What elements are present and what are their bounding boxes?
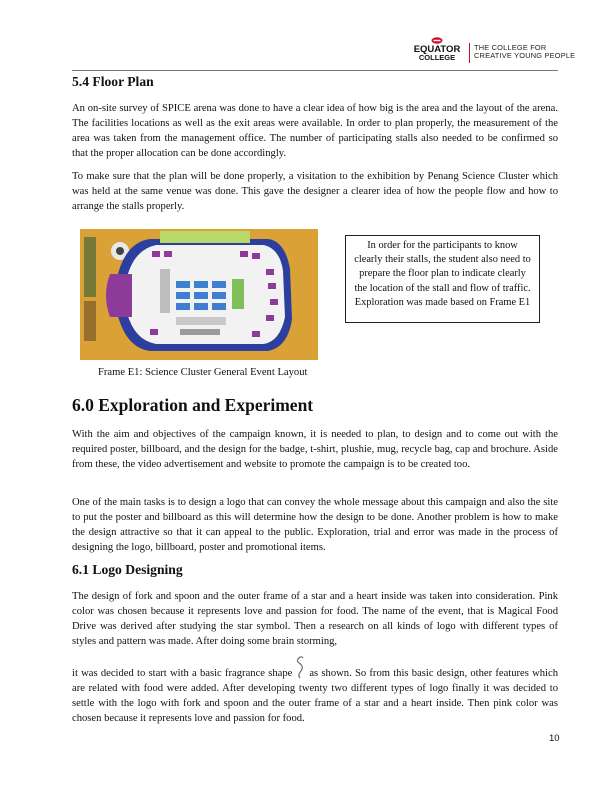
logo-tagline-line1: THE COLLEGE FOR [474,43,547,52]
logo-emblem-icon [431,37,443,44]
logo-sub-text: COLLEGE [418,53,456,62]
section-5-4-heading: 5.4 Floor Plan [72,74,154,89]
section-6-1-heading: 6.1 Logo Designing [72,562,183,577]
section-6-0-paragraph-2: One of the main tasks is to design a logo that can convey the whole message about this campaign and also the site to put the poster and billboard as this will determine how the design to be done. Another problem is how to make the design attractive so that it can appeal to the public. Exploration, trial and error was made in the process of designing the logo, billboard, poster and promotional items. [72,497,558,553]
section-6-0-paragraph-1: With the aim and objectives of the campaign known, it is needed to plan, to design and to come out with the required poster, billboard, and the design for the badge, t-shirt, plushie, mug, recycle bag, cap and brochure. Aside from these, the video advertisement and website to promote the campaign is to be created too. [72,429,558,470]
paragraph-2-lead: it was decided to start with a basic fragrance shape [72,668,293,679]
section-5-4-paragraph-2: To make sure that the plan will be done properly, a visitation to the exhibition by Penang Science Cluster which was held at the same venue was done. This gave the designer a clearer idea of how the people flow and how to arrange the stalls properly. [72,171,558,212]
section-6-1-paragraph-1: The design of fork and spoon and the outer frame of a star and a heart inside was taken into consideration. Pink color was chosen because it represents love and passion for food. The name of the event, that is Magical Food Drive was derived after studying the star symbol. Then a research on all kinds of logo with different types of styles and pattern was made. After doing some brain storming, [72,591,558,647]
logo-tagline-line2: CREATIVE YOUNG PEOPLE [474,51,576,60]
floor-plan-photo [80,229,318,360]
logo-main-text: EQUATOR [413,44,461,55]
figure-caption: Frame E1: Science Cluster General Event Layout [98,367,308,378]
section-6-1-paragraph-2 [72,655,558,726]
floor-plan-callout: In order for the participants to know clearly their stalls, the student also need to prepare the floor plan to indicate clearly the location of the stall and flow of traffic. Exploration was made based on Frame E1 [345,235,540,323]
section-5-4-paragraph-1: An on-site survey of SPICE arena was done to have a clear idea of how big is the area and the layout of the arena. The facilities locations as well as the exit areas were available. In order to plan properly, the measurement of the area was taken from the management office. The number of participating stalls also needed to be confirmed so that the proper allocation can be done accordingly. [72,103,558,159]
page-number: 10 [549,733,560,744]
fragrance-shape-icon [294,655,307,679]
paragraph-2-rest: as shown. So from this basic design, other features which are related with food were added. After developing twenty two different types of logo finally it was decided to settle with the logo with fork and spoon and the outer frame of a star and a heart inside. Then pink color was chosen because it represents love and passion for food. [72,668,558,724]
header-rule [72,70,558,71]
section-6-0-heading: 6.0 Exploration and Experiment [72,395,314,415]
college-logo [413,37,603,67]
logo-divider [469,43,470,63]
